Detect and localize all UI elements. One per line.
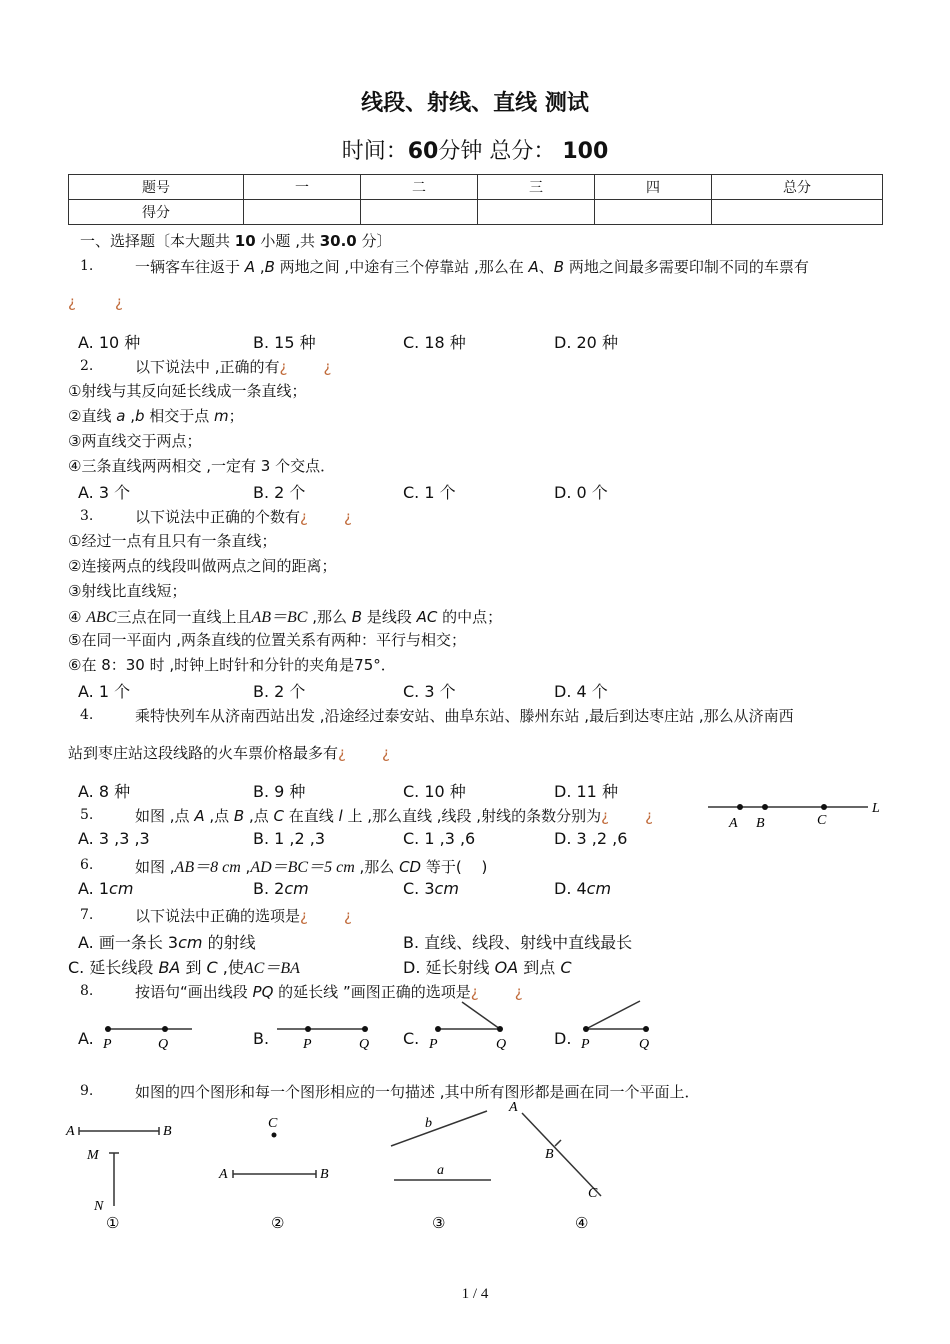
label-p: P bbox=[429, 1037, 438, 1052]
point-p bbox=[305, 1026, 311, 1032]
option-a: A. 8 种 bbox=[78, 782, 131, 801]
option-b: B. 1 ,2 ,3 bbox=[253, 829, 326, 848]
question-4: 4. bbox=[80, 707, 94, 723]
point-p bbox=[105, 1026, 111, 1032]
question-7: 7. bbox=[80, 907, 94, 923]
page-number: 1 / 4 bbox=[461, 1286, 489, 1302]
option-a: A. 3 个 bbox=[78, 483, 131, 502]
statement: ③射线比直线短； bbox=[68, 582, 187, 600]
question-1: 1. bbox=[80, 258, 94, 274]
question-6: 6. bbox=[80, 857, 94, 873]
statement: ②连接两点的线段叫做两点之间的距离； bbox=[68, 557, 337, 575]
label-p: P bbox=[103, 1037, 112, 1052]
table-cell bbox=[244, 200, 361, 225]
point-q bbox=[643, 1026, 649, 1032]
point-q bbox=[497, 1026, 503, 1032]
question-9-text: 如图的四个图形和每一个图形相应的一句描述 ,其中所有图形都是画在同一个平面上． bbox=[135, 1083, 700, 1101]
option-a: A. 1 个 bbox=[78, 682, 131, 701]
answer-mark: ¿ bbox=[68, 293, 76, 311]
ray-abc bbox=[522, 1113, 601, 1196]
label-a: a bbox=[437, 1163, 444, 1178]
statement: ①射线与其反向延长线成一条直线； bbox=[68, 382, 307, 400]
label-b: B bbox=[545, 1147, 554, 1162]
section-heading: 一、选择题〔本大题共 10 小题 ,共 30.0 分〕 bbox=[80, 232, 392, 250]
page-title: 线段、射线、直线 测试 bbox=[361, 91, 589, 116]
label-n: N bbox=[94, 1199, 104, 1214]
question-2-text: 以下说法中 ,正确的有¿ ¿ bbox=[135, 358, 332, 376]
statement: ⑥在 8：30 时 ,时钟上时针和分针的夹角是75°． bbox=[68, 656, 396, 674]
question-8-text: 按语句“画出线段 PQ 的延长线 ”画图正确的选项是¿ ¿ bbox=[135, 983, 523, 1001]
table-cell: 得分 bbox=[69, 200, 244, 225]
label-a: A bbox=[729, 816, 738, 830]
option-b: B. bbox=[253, 1029, 270, 1048]
figure-number: ② bbox=[271, 1216, 285, 1232]
statement: ④三条直线两两相交 ,一定有 3 个交点． bbox=[68, 457, 336, 475]
statement: ③两直线交于两点； bbox=[68, 432, 202, 450]
option-d: D. 20 种 bbox=[554, 333, 618, 352]
question-5-text: 如图 ,点 A ,点 B ,点 C 在直线 l 上 ,那么直线 ,线段 ,射线的条数分别为¿ ¿ bbox=[135, 807, 654, 825]
option-d: D. 延长射线 OA 到点 C bbox=[403, 958, 572, 977]
option-c: C. 18 种 bbox=[403, 333, 466, 352]
statement: ④ ABC三点在同一直线上且AB＝BC ,那么 B 是线段 AC 的中点； bbox=[68, 608, 503, 626]
option-b: B. 9 种 bbox=[253, 782, 306, 801]
q8-figure-a bbox=[100, 1016, 200, 1052]
label-q: Q bbox=[158, 1037, 169, 1052]
figure-3 bbox=[391, 1111, 491, 1232]
question-8: 8. bbox=[80, 983, 94, 999]
q8-figure-d bbox=[576, 996, 666, 1052]
page-subtitle: 时间：60分钟 总分： 100 bbox=[341, 139, 609, 164]
label-b: b bbox=[425, 1116, 432, 1131]
label-a: A bbox=[219, 1167, 228, 1182]
q8-figure-c bbox=[426, 996, 516, 1052]
table-cell bbox=[478, 200, 595, 225]
label-q: Q bbox=[496, 1037, 507, 1052]
point-q bbox=[362, 1026, 368, 1032]
option-c: C. 3 个 bbox=[403, 682, 456, 701]
question-7-text: 以下说法中正确的选项是¿ ¿ bbox=[135, 907, 352, 925]
label-a: A bbox=[66, 1124, 75, 1139]
option-c: C. 3cm bbox=[403, 879, 459, 898]
question-2: 2. bbox=[80, 358, 94, 374]
statement: ⑤在同一平面内 ,两条直线的位置关系有两种：平行与相交； bbox=[68, 631, 466, 649]
option-d: D. 4cm bbox=[554, 879, 612, 898]
option-b: B. 直线、线段、射线中直线最长 bbox=[403, 933, 633, 952]
table-cell bbox=[595, 200, 712, 225]
q5-figure bbox=[700, 796, 890, 830]
option-d: D. 4 个 bbox=[554, 682, 608, 701]
option-d: D. 0 个 bbox=[554, 483, 608, 502]
ray bbox=[586, 1001, 640, 1029]
label-q: Q bbox=[359, 1037, 370, 1052]
point-b-tick bbox=[555, 1140, 561, 1146]
table-cell: 一 bbox=[244, 175, 361, 200]
label-p: P bbox=[303, 1037, 312, 1052]
option-c: C. bbox=[403, 1029, 420, 1048]
option-b: B. 2 个 bbox=[253, 682, 306, 701]
table-cell: 三 bbox=[478, 175, 595, 200]
point-b bbox=[762, 804, 768, 810]
option-a: A. 3 ,3 ,3 bbox=[78, 829, 150, 848]
question-5: 5. bbox=[80, 807, 94, 823]
point-c bbox=[821, 804, 827, 810]
option-d: D. 3 ,2 ,6 bbox=[554, 829, 628, 848]
option-b: B. 2cm bbox=[253, 879, 309, 898]
table-row bbox=[69, 200, 883, 225]
question-4-text-2: 站到枣庄站这段线路的火车票价格最多有¿ ¿ bbox=[68, 744, 390, 762]
label-p: P bbox=[581, 1037, 590, 1052]
point-a bbox=[737, 804, 743, 810]
point-p bbox=[435, 1026, 441, 1032]
option-a: A. bbox=[78, 1029, 94, 1048]
score-table bbox=[68, 174, 883, 225]
statement: ①经过一点有且只有一条直线； bbox=[68, 532, 277, 550]
statement: ②直线 a ,b 相交于点 m； bbox=[68, 407, 244, 425]
figure-2 bbox=[218, 1116, 329, 1232]
label-q: Q bbox=[639, 1037, 650, 1052]
line-b bbox=[391, 1111, 487, 1146]
question-6-text: 如图 ,AB＝8 cm ,AD＝BC＝5 cm ,那么 CD 等于( ) bbox=[135, 858, 488, 876]
option-d: D. bbox=[554, 1029, 572, 1048]
q9-figures bbox=[60, 1100, 620, 1240]
question-9: 9. bbox=[80, 1083, 94, 1099]
q8-figure-b bbox=[272, 1016, 382, 1052]
label-c: C bbox=[817, 813, 827, 828]
table-cell bbox=[712, 200, 883, 225]
label-a: A bbox=[509, 1100, 518, 1115]
option-a: A. 1cm bbox=[78, 879, 134, 898]
question-3-text: 以下说法中正确的个数有¿ ¿ bbox=[135, 508, 352, 526]
figure-1 bbox=[65, 1124, 172, 1232]
option-b: B. 15 种 bbox=[253, 333, 316, 352]
option-d: D. 11 种 bbox=[554, 782, 618, 801]
label-b: B bbox=[756, 816, 765, 830]
option-c: C. 1 ,3 ,6 bbox=[403, 829, 476, 848]
table-row bbox=[69, 175, 883, 200]
table-cell: 二 bbox=[361, 175, 478, 200]
option-b: B. 2 个 bbox=[253, 483, 306, 502]
figure-number: ④ bbox=[575, 1216, 589, 1232]
option-c: C. 延长线段 BA 到 C ,使AC＝BA bbox=[68, 958, 300, 977]
table-cell: 总分 bbox=[712, 175, 883, 200]
option-c: C. 1 个 bbox=[403, 483, 456, 502]
table-cell: 四 bbox=[595, 175, 712, 200]
figure-number: ③ bbox=[432, 1216, 446, 1232]
option-c: C. 10 种 bbox=[403, 782, 466, 801]
label-c: C bbox=[588, 1186, 598, 1201]
option-a: A. 10 种 bbox=[78, 333, 141, 352]
question-3: 3. bbox=[80, 508, 94, 524]
question-4-text: 乘特快列车从济南西站出发 ,沿途经过泰安站、曲阜东站、滕州东站 ,最后到达枣庄站 ,那么从济南西 bbox=[135, 707, 794, 725]
ray bbox=[462, 1002, 500, 1029]
option-a: A. 画一条长 3cm 的射线 bbox=[78, 933, 256, 952]
label-m: M bbox=[87, 1148, 99, 1163]
label-b: B bbox=[320, 1167, 329, 1182]
table-cell: 题号 bbox=[69, 175, 244, 200]
point-q bbox=[162, 1026, 168, 1032]
answer-mark: ¿ bbox=[115, 293, 123, 311]
question-1-text: 一辆客车往返于 A ,B 两地之间 ,中途有三个停靠站 ,那么在 A、B 两地之间最多需要印制不同的车票有 bbox=[135, 258, 809, 276]
label-c: C bbox=[268, 1116, 278, 1131]
label-l: L bbox=[872, 801, 880, 816]
point-p bbox=[583, 1026, 589, 1032]
figure-number: ① bbox=[106, 1216, 120, 1232]
label-b: B bbox=[163, 1124, 172, 1139]
point-c bbox=[272, 1133, 277, 1138]
figure-4 bbox=[508, 1100, 601, 1232]
table-cell bbox=[361, 200, 478, 225]
